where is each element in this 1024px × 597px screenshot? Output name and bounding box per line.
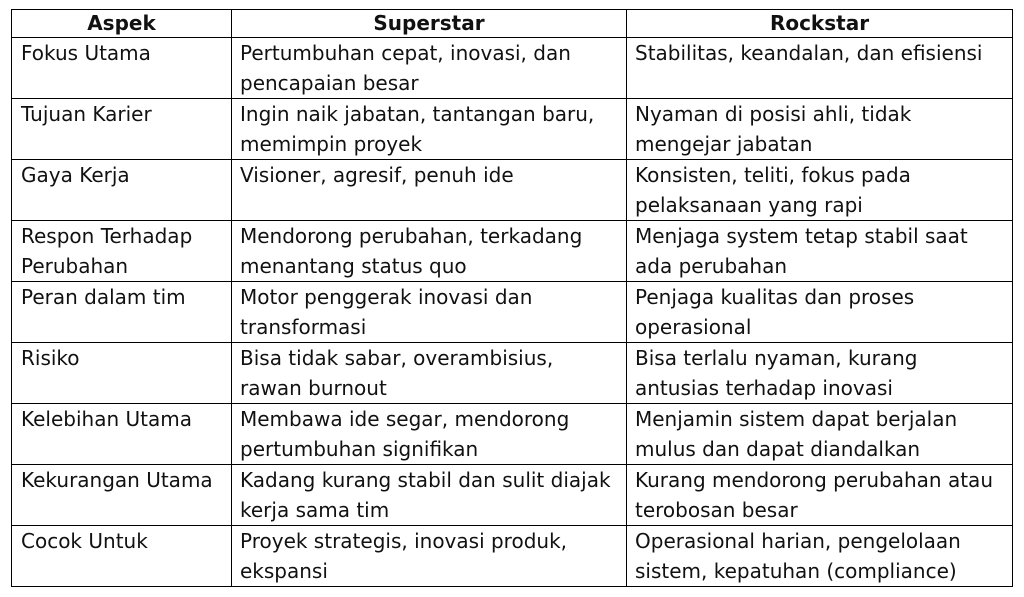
aspek-cell: Risiko — [12, 343, 232, 404]
aspek-cell: Respon Terhadap Perubahan — [12, 221, 232, 282]
table-row — [12, 99, 1013, 160]
superstar-cell: Membawa ide segar, mendorong pertumbuhan signifikan — [232, 404, 627, 465]
aspek-cell: Cocok Untuk — [12, 526, 232, 587]
aspek-cell: Fokus Utama — [12, 38, 232, 99]
comparison-table — [11, 9, 1013, 587]
table-row — [12, 343, 1013, 404]
superstar-cell: Ingin naik jabatan, tantangan baru, memimpin proyek — [232, 99, 627, 160]
rockstar-cell: Stabilitas, keandalan, dan efisiensi — [627, 38, 1013, 99]
table-row — [12, 465, 1013, 526]
table-body — [12, 38, 1013, 587]
rockstar-cell: Konsisten, teliti, fokus pada pelaksanaan yang rapi — [627, 160, 1013, 221]
superstar-cell: Mendorong perubahan, terkadang menantang status quo — [232, 221, 627, 282]
aspek-cell: Gaya Kerja — [12, 160, 232, 221]
aspek-cell: Peran dalam tim — [12, 282, 232, 343]
table-row — [12, 38, 1013, 99]
aspek-cell: Kekurangan Utama — [12, 465, 232, 526]
rockstar-cell: Menjaga system tetap stabil saat ada perubahan — [627, 221, 1013, 282]
table-row — [12, 404, 1013, 465]
rockstar-cell: Kurang mendorong perubahan atau terobosan besar — [627, 465, 1013, 526]
superstar-cell: Visioner, agresif, penuh ide — [232, 160, 627, 221]
header-aspek: Aspek — [12, 10, 232, 38]
aspek-cell: Tujuan Karier — [12, 99, 232, 160]
superstar-cell: Motor penggerak inovasi dan transformasi — [232, 282, 627, 343]
superstar-cell: Proyek strategis, inovasi produk, ekspansi — [232, 526, 627, 587]
rockstar-cell: Bisa terlalu nyaman, kurang antusias terhadap inovasi — [627, 343, 1013, 404]
table-row — [12, 160, 1013, 221]
table-header — [12, 10, 1013, 38]
aspek-cell: Kelebihan Utama — [12, 404, 232, 465]
header-row — [12, 10, 1013, 38]
table-row — [12, 221, 1013, 282]
superstar-cell: Kadang kurang stabil dan sulit diajak kerja sama tim — [232, 465, 627, 526]
rockstar-cell: Operasional harian, pengelolaan sistem, kepatuhan (compliance) — [627, 526, 1013, 587]
superstar-cell: Pertumbuhan cepat, inovasi, dan pencapaian besar — [232, 38, 627, 99]
rockstar-cell: Penjaga kualitas dan proses operasional — [627, 282, 1013, 343]
table-row — [12, 282, 1013, 343]
header-rockstar: Rockstar — [627, 10, 1013, 38]
superstar-cell: Bisa tidak sabar, overambisius, rawan burnout — [232, 343, 627, 404]
rockstar-cell: Nyaman di posisi ahli, tidak mengejar jabatan — [627, 99, 1013, 160]
rockstar-cell: Menjamin sistem dapat berjalan mulus dan dapat diandalkan — [627, 404, 1013, 465]
header-superstar: Superstar — [232, 10, 627, 38]
table-row — [12, 526, 1013, 587]
